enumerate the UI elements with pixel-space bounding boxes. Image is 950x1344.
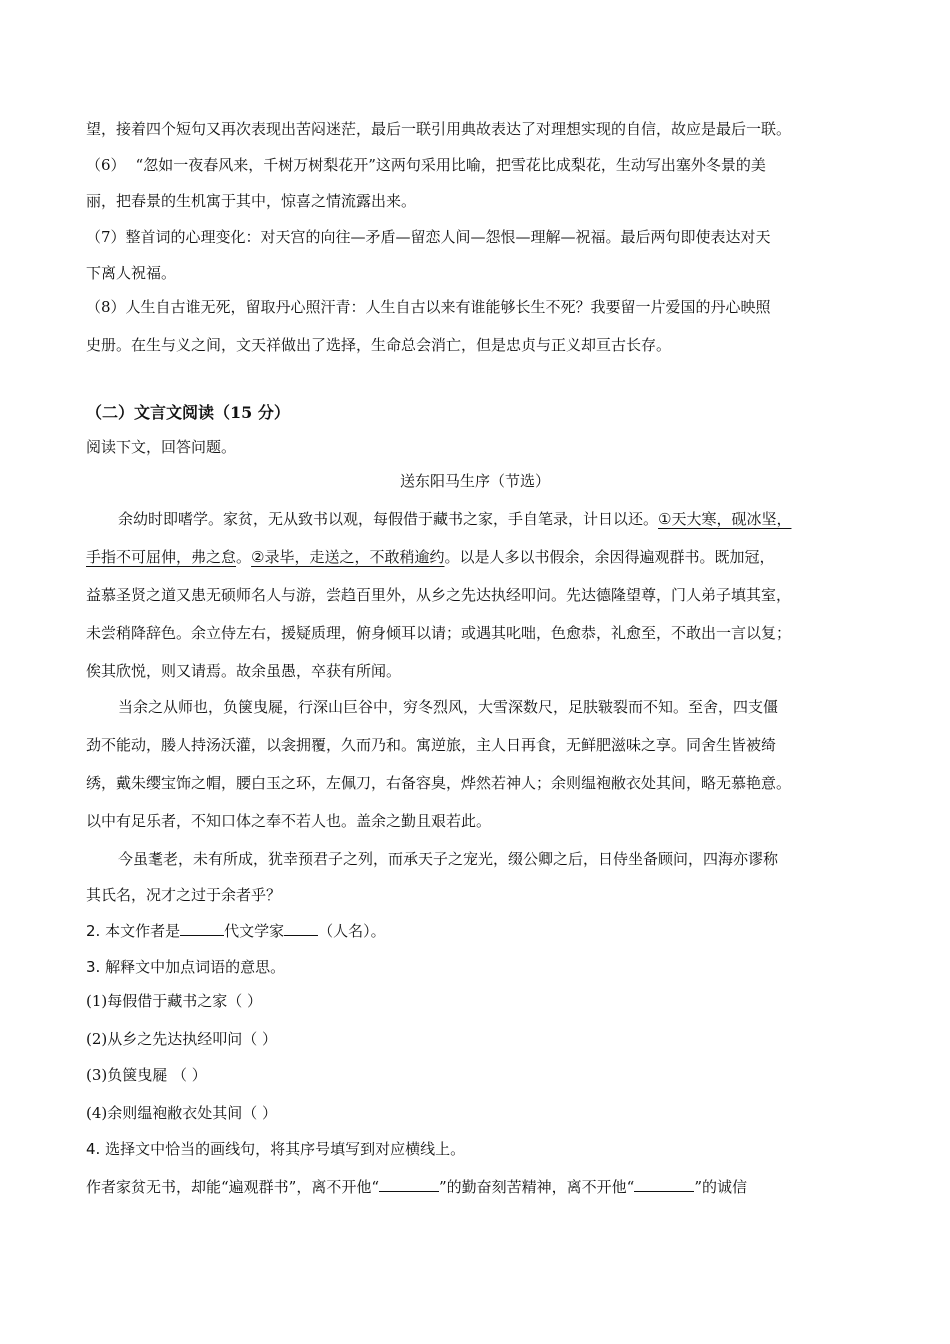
passage-p2-line1: 当余之从师也，负箧曳屣，行深山巨谷中，穷冬烈风，大雪深数尺，足肤皲裂而不知。至舍，四支僵 <box>118 698 779 716</box>
passage-p3-line2: 其氏名，况才之过于余者乎？ <box>86 886 282 904</box>
answer-item-7: （7）整首词的心理变化：对天宫的向往—矛盾—留恋人间—怨恨—理解—祝福。最后两句即使表达对天 <box>86 228 771 246</box>
answer-item-8: （8）人生自古谁无死，留取丹心照汗青：人生自古以来有谁能够长生不死？我要留一片爱国的丹心映照 <box>86 298 771 316</box>
passage-p2-line4: 以中有足乐者，不知口体之奉不若人也。盖余之勤且艰若此。 <box>86 812 492 830</box>
section-heading: （二）文言文阅读（15 分） <box>86 403 290 422</box>
passage-p1-line4: 未尝稍降辞色。余立侍左右，援疑质理，俯身倾耳以请；或遇其叱咄，色愈恭，礼愈至，不敢出一言以复； <box>86 624 792 642</box>
passage-p3-line1: 今虽耄老，未有所成，犹幸预君子之列，而承天子之宠光，缀公卿之后，日侍坐备顾问，四海亦谬称 <box>118 850 779 868</box>
answer-blank[interactable] <box>180 921 224 936</box>
answer-item-7-cont: 下离人祝福。 <box>86 264 177 282</box>
underlined-sentence-2: ②录毕，走送之，不敢稍逾约 <box>251 548 445 566</box>
passage-p1-line5: 俟其欣悦，则又请焉。故余虽愚，卒获有所闻。 <box>86 662 402 680</box>
question-3-item: (2)从乡之先达执经叩问（ ） <box>86 1030 278 1048</box>
answer-item-6 <box>86 154 766 175</box>
item-number: （6） <box>86 156 126 174</box>
passage-p2-line3: 绣，戴朱缨宝饰之帽，腰白玉之环，左佩刀，右备容臭，烨然若神人；余则缊袍敝衣处其间，略无慕艳意。 <box>86 774 792 792</box>
underlined-sentence-1: ①天大寒，砚冰坚， <box>658 510 792 528</box>
question-3: 3. 解释文中加点词语的意思。 <box>86 958 286 976</box>
passage-p2-line2: 劲不能动，媵人持汤沃灌，以衾拥覆，久而乃和。寓逆旅，主人日再食，无鲜肥滋味之享。同舍生皆被绮 <box>86 736 777 754</box>
question-2: 2. 本文作者是 代文学家 （人名）。 <box>86 922 386 940</box>
section-instruction: 阅读下文，回答问题。 <box>86 438 237 456</box>
answer-item-6-cont: 丽，把春景的生机寓于其中，惊喜之情流露出来。 <box>86 192 417 210</box>
passage-title: 送东阳马生序（节选） <box>399 472 550 490</box>
question-4: 4. 选择文中恰当的画线句，将其序号填写到对应横线上。 <box>86 1140 466 1158</box>
answer-item-8-cont: 史册。在生与义之间，文天祥做出了选择，生命总会消亡，但是忠贞与正义却亘古长存。 <box>86 336 672 354</box>
passage-p1-line1: 余幼时即嗜学。家贫，无从致书以观，每假借于藏书之家，手自笔录，计日以还。①天大寒，砚冰坚， <box>118 510 792 528</box>
question-3-item: (1)每假借于藏书之家（ ） <box>86 992 263 1010</box>
answer-line: 望，接着四个短句又再次表现出苦闷迷茫，最后一联引用典故表达了对理想实现的自信，故应是最后一联。 <box>86 120 792 138</box>
passage-p1-line2: 手指不可屈伸，弗之怠。②录毕，走送之，不敢稍逾约。以是人多以书假余，余因得遍观群书。既加冠， <box>86 548 775 566</box>
answer-blank[interactable] <box>284 921 318 936</box>
item-text: “忽如一夜春风来，千树万树梨花开”这两句采用比喻，把雪花比成梨花，生动写出塞外冬景的美 <box>135 156 766 174</box>
question-4-line: 作者家贫无书，却能“遍观群书”，离不开他“ ”的勤奋刻苦精神，离不开他“ ”的诚信 <box>86 1178 748 1196</box>
answer-blank[interactable] <box>379 1177 439 1192</box>
question-3-item: (3)负箧曳屣 （ ） <box>86 1066 207 1084</box>
answer-blank[interactable] <box>634 1177 694 1192</box>
passage-p1-line3: 益慕圣贤之道又患无硕师名人与游，尝趋百里外，从乡之先达执经叩问。先达德隆望尊，门人弟子填其室， <box>86 586 792 604</box>
question-3-item: (4)余则缊袍敝衣处其间（ ） <box>86 1104 278 1122</box>
underlined-sentence-1-cont: 手指不可屈伸，弗之怠 <box>86 548 237 566</box>
